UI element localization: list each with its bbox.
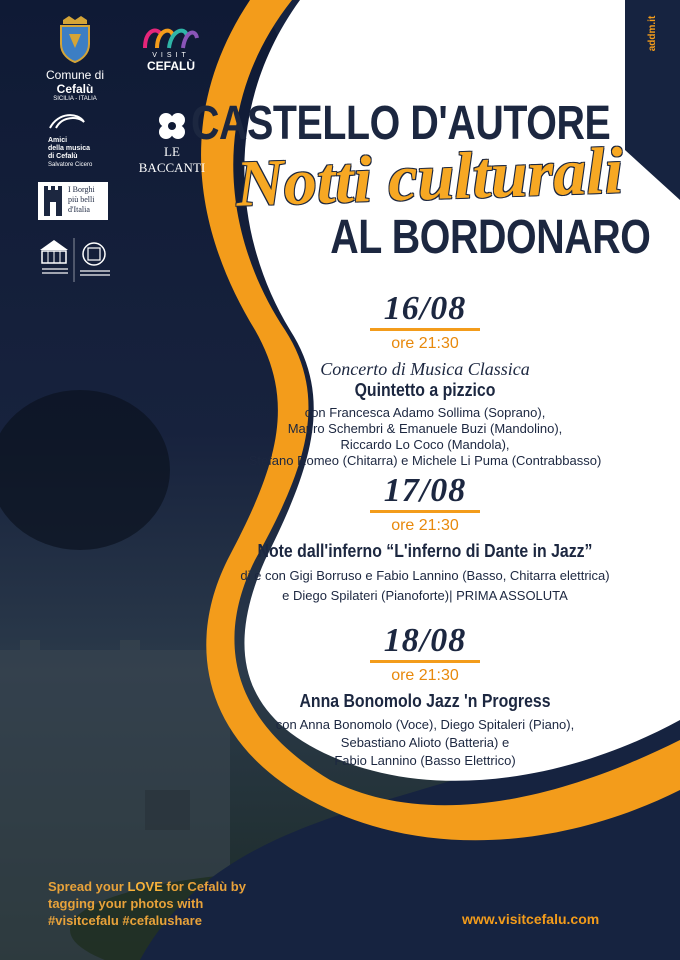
website-link[interactable]: www.visitcefalu.com bbox=[462, 911, 600, 927]
event-performer-line: con Francesca Adamo Sollima (Soprano), bbox=[304, 405, 546, 420]
borghi-line1: I Borghi bbox=[68, 185, 95, 194]
unesco-icon bbox=[38, 236, 118, 284]
event-performer-line: Mauro Schembri & Emanuele Buzi (Mandolino), bbox=[287, 421, 563, 436]
unesco-logo bbox=[38, 236, 118, 284]
event-performer-line: Sebastiano Alioto (Batteria) e bbox=[340, 735, 510, 750]
event-performer-line: Stefano Romeo (Chitarra) e Michele Li Puma (Contrabbasso) bbox=[248, 453, 602, 468]
title-bordonaro: AL BORDONARO bbox=[329, 211, 650, 264]
event-3 bbox=[215, 622, 635, 770]
tower-icon bbox=[42, 186, 64, 216]
music-swirl-icon bbox=[48, 110, 88, 132]
amici-line1: Amici bbox=[48, 137, 68, 144]
event-performer-line: e Diego Spilateri (Pianoforte)| PRIMA ASSOLUTA bbox=[282, 588, 568, 603]
event-time: ore 21:30 bbox=[391, 335, 459, 352]
footer-line1-pre: Spread your bbox=[48, 879, 128, 894]
date-underline bbox=[370, 328, 480, 331]
event-title: Quintetto a pizzico bbox=[354, 380, 496, 400]
comune-name: Comune di bbox=[45, 68, 105, 82]
comune-region: SICILIA - ITALIA bbox=[53, 96, 97, 102]
event-title: Anna Bonomolo Jazz 'n Progress bbox=[299, 691, 551, 711]
event-date: 17/08 bbox=[383, 472, 467, 509]
event-time: ore 21:30 bbox=[391, 667, 459, 684]
footer-line2: tagging your photos with bbox=[48, 896, 204, 911]
amici-line2: della musica bbox=[48, 145, 91, 152]
cefalu-label: CEFALÙ bbox=[147, 59, 195, 73]
event-performer-line: con Anna Bonomolo (Voce), Diego Spitaleri (Piano), bbox=[275, 717, 575, 732]
borghi-line2: più belli bbox=[68, 195, 95, 204]
date-underline bbox=[370, 510, 480, 513]
comune-city: Cefalù bbox=[56, 82, 94, 96]
coat-of-arms-icon bbox=[55, 14, 95, 64]
clover-icon bbox=[154, 110, 190, 142]
event-performer-line: Riccardo Lo Coco (Mandola), bbox=[340, 437, 510, 452]
event-category: Concerto di Musica Classica bbox=[320, 359, 530, 379]
title-notti-culturali: Notti culturali bbox=[234, 134, 625, 221]
footer-love: LOVE bbox=[127, 879, 163, 894]
amici-musica-logo bbox=[48, 110, 108, 169]
addm-credit: addm.it bbox=[647, 15, 658, 52]
event-performer-line: Fabio Lannino (Basso Elettrico) bbox=[334, 753, 516, 768]
event-title: Note dall'inferno “L'inferno di Dante in Jazz” bbox=[257, 541, 593, 561]
baccanti-label: LE BACCANTI bbox=[138, 144, 206, 175]
event-performer-line: di e con Gigi Borruso e Fabio Lannino (Basso, Chitarra elettrica) bbox=[240, 568, 610, 583]
footer-line1 bbox=[48, 878, 268, 895]
visit-label: VISIT bbox=[152, 52, 190, 59]
event-time: ore 21:30 bbox=[391, 517, 459, 534]
visit-cefalu-icon bbox=[141, 22, 201, 52]
visit-cefalu-logo bbox=[136, 22, 206, 73]
borghi-logo bbox=[38, 182, 108, 220]
event-date: 16/08 bbox=[383, 290, 467, 327]
title-castello: CASTELLO D'AUTORE bbox=[190, 97, 610, 150]
borghi-line3: d'Italia bbox=[68, 205, 90, 214]
date-underline bbox=[370, 660, 480, 663]
event-date: 18/08 bbox=[383, 622, 467, 659]
event-2 bbox=[215, 472, 635, 606]
footer-message bbox=[48, 878, 268, 929]
footer-hashtags: #visitcefalu #cefalushare bbox=[48, 913, 202, 928]
event-1 bbox=[215, 290, 635, 469]
amici-line4: Salvatore Cicero bbox=[48, 162, 93, 168]
amici-line3: di Cefalù bbox=[48, 153, 78, 160]
footer-line1-post: for Cefalù by bbox=[162, 879, 246, 894]
comune-logo bbox=[40, 14, 110, 102]
